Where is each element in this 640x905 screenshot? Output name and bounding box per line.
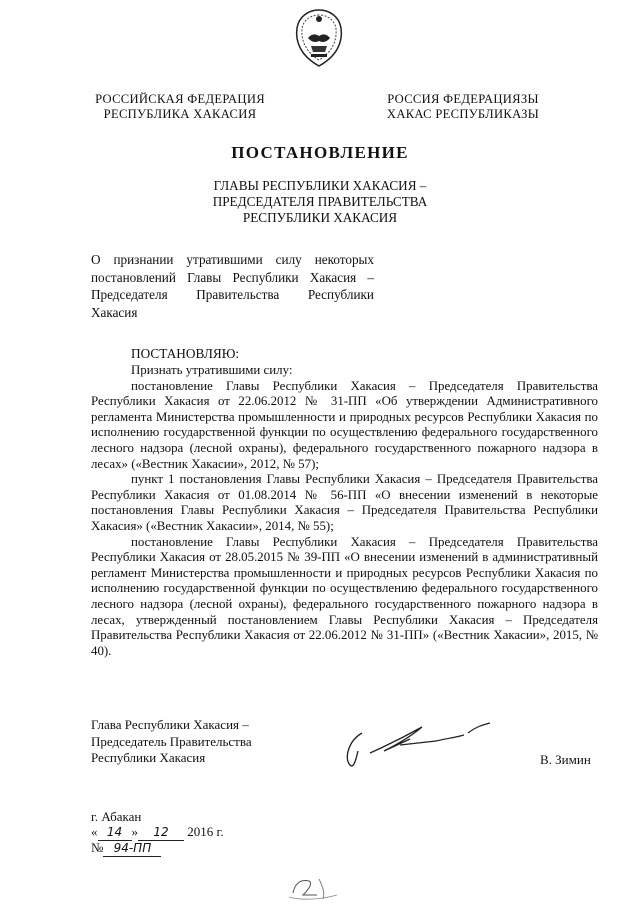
- coat-of-arms-emblem: [291, 8, 347, 70]
- subject-line4: Хакасия: [91, 304, 138, 320]
- body-item-2: пункт 1 постановления Главы Республики Хакасия – Председателя Правительства Республики Хакасия от 01.08.2014 № 56-ПП «О внесении изменений в некоторые постановления Главы Республики Хакасия – Председателя Правительства Республики Хакасия» («Вестник Хакасии», 2014, № 55);: [91, 472, 598, 533]
- body-intro: Признать утратившими силу:: [131, 363, 293, 377]
- issuer-line2: ПРЕДСЕДАТЕЛЯ ПРАВИТЕЛЬСТВА: [212, 194, 428, 209]
- place-of-issue: г. Абакан: [91, 809, 142, 824]
- header-khakas-line2: ХАКАС РЕСПУБЛИКАЗЫ: [386, 107, 540, 121]
- issue-date: [91, 824, 224, 841]
- document-subject: [91, 251, 374, 321]
- date-quote-close: »: [131, 824, 138, 839]
- registry-mark: [283, 869, 343, 903]
- document-issuer: [0, 178, 640, 226]
- document-title: ПОСТАНОВЛЕНИЕ: [231, 143, 409, 162]
- decree-word: ПОСТАНОВЛЯЮ:: [131, 346, 240, 361]
- header-russian-line2: РЕСПУБЛИКА ХАКАСИЯ: [103, 107, 257, 121]
- document-body: [91, 345, 598, 659]
- subject-line2: постановлений Главы Республики Хакасия –: [91, 269, 374, 285]
- handwritten-signature: [340, 715, 500, 775]
- date-quote-open: «: [91, 824, 98, 839]
- signatory-title: [91, 717, 311, 767]
- subject-line1: О признании утратившими силу некоторых: [91, 252, 374, 267]
- signatory-name: В. Зимин: [540, 752, 591, 767]
- header-khakas-line1: РОССИЯ ФЕДЕРАЦИЯЗЫ: [387, 92, 539, 106]
- body-item-3: постановление Главы Республики Хакасия – Председателя Правительства Республики Хакасия от 28.05.2015 № 39-ПП «О внесении изменений в административный регламент Министерства промышленности и природных ресурсов Республики Хакасия по исполнению государственной функции по осуществлению федерального государственного лесного надзора (лесной охраны), федерального государственного пожарного надзора в лесах, утвержденный постановлением Главы Республики Хакасия – Председателя Правительства Республики Хакасия от 22.06.2012 № 31-ПП» («Вестник Хакасии», 2015, № 40).: [91, 534, 598, 658]
- document-number: [91, 840, 161, 857]
- header-khakas: [378, 92, 548, 122]
- date-year: 2016 г.: [187, 824, 224, 839]
- signatory-line2: Председатель Правительства: [91, 733, 252, 749]
- issuer-line1: ГЛАВЫ РЕСПУБЛИКИ ХАКАСИЯ –: [213, 178, 427, 193]
- body-item-1: постановление Главы Республики Хакасия – Председателя Правительства Республики Хакасия от 22.06.2012 № 31-ПП «Об утверждении Административного регламента Министерства промышленности и природных ресурсов Республики Хакасия по исполнению государственной функции по осуществлению федерального государственного лесного надзора (лесной охраны), федерального государственного пожарного надзора в лесах» («Вестник Хакасии», 2012, № 57);: [91, 378, 598, 471]
- date-month: 12: [138, 824, 184, 841]
- signatory-line3: Республики Хакасия: [91, 750, 206, 765]
- date-day: 14: [98, 824, 132, 841]
- header-russian-line1: РОССИЙСКАЯ ФЕДЕРАЦИЯ: [95, 92, 265, 106]
- signatory-line1: Глава Республики Хакасия –: [91, 717, 249, 732]
- subject-line3: Председателя Правительства Республики: [91, 287, 374, 302]
- issuer-line3: РЕСПУБЛИКИ ХАКАСИЯ: [242, 210, 398, 225]
- number-value: 94-ПП: [103, 840, 161, 857]
- number-sign: №: [91, 840, 104, 855]
- header-russian: [90, 92, 270, 122]
